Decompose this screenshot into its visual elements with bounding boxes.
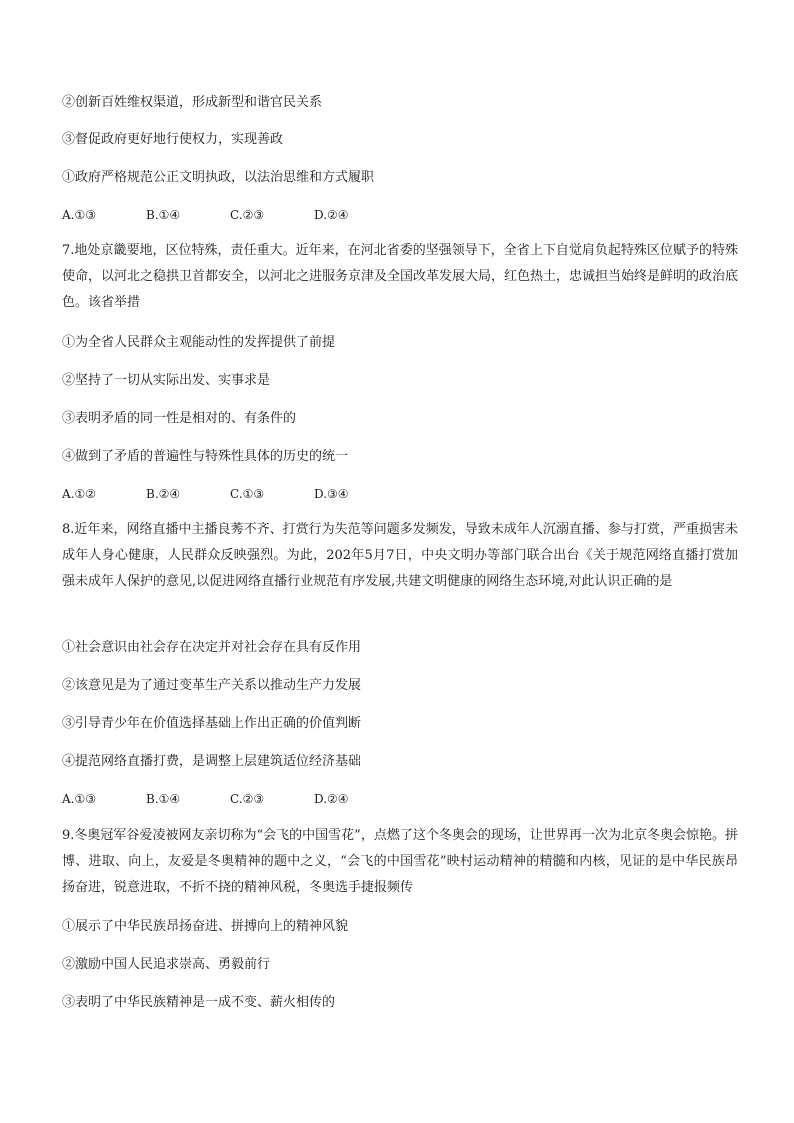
option-d: D.③④ bbox=[314, 487, 349, 501]
statement: ④做到了矛盾的普遍性与特殊性具体的历史的统一 bbox=[62, 449, 349, 464]
option-c: C.①③ bbox=[230, 487, 265, 501]
option-b: B.②④ bbox=[146, 487, 181, 501]
q8-options bbox=[62, 790, 398, 809]
option-d: D.②④ bbox=[314, 208, 349, 222]
statement: ②坚持了一切从实际出发、实事求是 bbox=[62, 373, 271, 388]
option-c: C.②③ bbox=[230, 792, 265, 806]
option-a: A.①③ bbox=[62, 208, 96, 222]
statement: ②创新百姓维权渠道，形成新型和谐官民关系 bbox=[62, 95, 323, 110]
q7-options bbox=[62, 485, 398, 504]
option-b: B.①④ bbox=[146, 792, 181, 806]
statement: ①展示了中华民族昂扬奋进、拼搏向上的精神风貌 bbox=[62, 919, 349, 934]
q7-stem: 7.地处京畿要地，区位特殊，责任重大。近年来，在河北省委的坚强领导下，全省上下自觉肩负起特殊区位赋予的特殊使命，以河北之稳拱卫首都安全，以河北之进服务京津及全国改革发展大局，红色热土，忠诚担当始终是鲜明的政治底色。该省举措 bbox=[62, 243, 739, 310]
statement: ③督促政府更好地行使权力，实现善政 bbox=[62, 132, 284, 147]
statement: ①政府严格规范公正文明执政，以法治思维和方式履职 bbox=[62, 170, 375, 185]
q6-options bbox=[62, 206, 398, 225]
option-a: A.①③ bbox=[62, 792, 96, 806]
option-d: D.②④ bbox=[314, 792, 349, 806]
q8-stem: 8.近年来，网络直播中主播良莠不齐、打赏行为失范等问题多发频发，导致未成年人沉溺直播、参与打赏，严重损害未成年人身心健康，人民群众反映强烈。为此，202年5月7日，中央文明办等部门联合出台《关于规范网络直播打赏加强未成年人保护的意见,以促进网络直播行业规范有序发展,共建文明健康的网络生态环境,对此认识正确的是 bbox=[62, 522, 738, 589]
statement: ①为全省人民群众主观能动性的发挥提供了前提 bbox=[62, 335, 336, 350]
option-a: A.①② bbox=[62, 487, 96, 501]
statement: ③表明了中华民族精神是一成不变、薪火相传的 bbox=[62, 995, 336, 1010]
option-c: C.②③ bbox=[230, 208, 265, 222]
statement: ②该意见是为了通过变革生产关系以推动生产力发展 bbox=[62, 678, 362, 693]
statement: ③引导青少年在价值选择基础上作出正确的价值判断 bbox=[62, 716, 362, 731]
statement: ④提范网络直播打费，是调整上层建筑适位经济基础 bbox=[62, 754, 362, 769]
statement: ③表明矛盾的同一性是相对的、有条件的 bbox=[62, 411, 297, 426]
statement: ①社会意识由社会存在决定并对社会存在具有反作用 bbox=[62, 640, 362, 655]
q9-stem: 9.冬奥冠军谷爱凌被网友亲切称为“会飞的中国雪花”，点燃了这个冬奥会的现场，让世界再一次为北京冬奥会惊艳。拼博、进取、向上，友爱是冬奥精神的题中之义，“会飞的中国雪花”映村运动精神的精髓和内核，见证的是中华民族昂扬奋进，锐意进取，不折不挠的精神风税，冬奥选手捷报频传 bbox=[62, 828, 738, 895]
option-b: B.①④ bbox=[146, 208, 181, 222]
statement: ②激励中国人民追求崇高、勇毅前行 bbox=[62, 957, 271, 972]
